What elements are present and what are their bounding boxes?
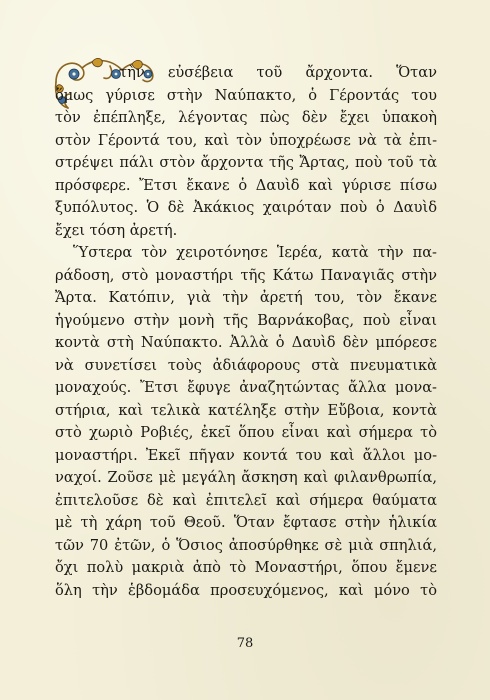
text-line: ὅλη τὴν ἑβδομάδα προσευχόμενος, καὶ μόνο τὸ — [55, 581, 437, 599]
text-line: Ἄρτα. Κατόπιν, γιὰ τὴν ἀρετή του, τὸν ἔκανε — [55, 289, 437, 306]
text-line: ἡγούμενο στὴν μονὴ τῆς Βαρνάκοβας, ποὺ εἶναι — [55, 311, 437, 329]
text-line: στὸ χωριὸ Ροβιές, ἐκεῖ ὅπου εἶναι καὶ σήμερα τὸ — [55, 424, 437, 441]
text-line: νὰ συνετίσει τοὺς ἀδιάφορους στὰ πνευματικὰ — [55, 356, 437, 374]
text-line: ὅμως γύρισε στὴν Ναύπακτο, ὁ Γέροντάς του — [55, 86, 437, 104]
text-line: τῶν 70 ἐτῶν, ὁ Ὅσιος ἀποσύρθηκε σὲ μιὰ σπηλιά, — [55, 536, 437, 554]
body-text — [55, 62, 437, 602]
text-line: ναχοί. Ζοῦσε μὲ μεγάλη ἄσκηση καὶ φιλανθρωπία, — [55, 469, 437, 486]
text-line: στρέψει πάλι στὸν ἄρχοντα τῆς Ἄρτας, ποὺ τοῦ τὰ — [55, 154, 437, 171]
text-line: στὸν Γέροντά του, καὶ τὸν ὑποχρέωσε νὰ τὰ ἐπι- — [55, 131, 437, 149]
text-line: πρόσφερε. Ἔτσι ἔκανε ὁ Δαυὶδ καὶ γύρισε πίσω — [55, 176, 437, 194]
page-number: 78 — [236, 636, 254, 651]
text-line: ὄχι πολὺ μακριὰ ἀπὸ τὸ Μοναστήρι, ὅπου ἔμενε — [55, 559, 437, 576]
text-line: ξυπόλυτος. Ὁ δὲ Ἀκάκιος χαιρόταν ποὺ ὁ Δαυὶδ — [55, 199, 437, 216]
text-line: μοναχούς. Ἔτσι ἔφυγε ἀναζητώντας ἄλλα μονα- — [55, 379, 437, 396]
text-line: Ὕστερα τὸν χειροτόνησε Ἱερέα, κατὰ τὴν πα- — [73, 244, 437, 261]
text-line: ἐπιτελοῦσε δὲ καὶ ἐπιτελεῖ καὶ σήμερα θαύματα — [55, 491, 437, 509]
text-line: ράδοση, στὸ μοναστήρι τῆς Κάτω Παναγιᾶς στὴν — [55, 266, 437, 284]
paragraph-2 — [55, 242, 437, 602]
text-line: μὲ τὴ χάρη τοῦ Θεοῦ. Ὅταν ἔφτασε στὴν ἡλικία — [55, 514, 437, 531]
text-line: κοντὰ στὴ Ναύπακτο. Ἀλλὰ ὁ Δαυὶδ δὲν μπόρεσε — [55, 334, 437, 351]
text-line: τὸν ἐπέπληξε, λέγοντας πὼς δὲν ἔχει ὑπακοὴ — [55, 109, 437, 126]
paragraph-1 — [55, 62, 437, 242]
text-line: στήρια, καὶ τελικὰ κατέληξε στὴν Εὔβοια, κοντὰ — [55, 401, 437, 419]
text-line: μοναστήρι. Ἐκεῖ πῆγαν κοντά του καὶ ἄλλοι μο- — [55, 446, 437, 464]
text-line: ἔχει τόση ἀρετή. — [55, 221, 178, 239]
text-line: τὴν εὐσέβεια τοῦ ἄρχοντα. Ὅταν — [119, 64, 437, 81]
